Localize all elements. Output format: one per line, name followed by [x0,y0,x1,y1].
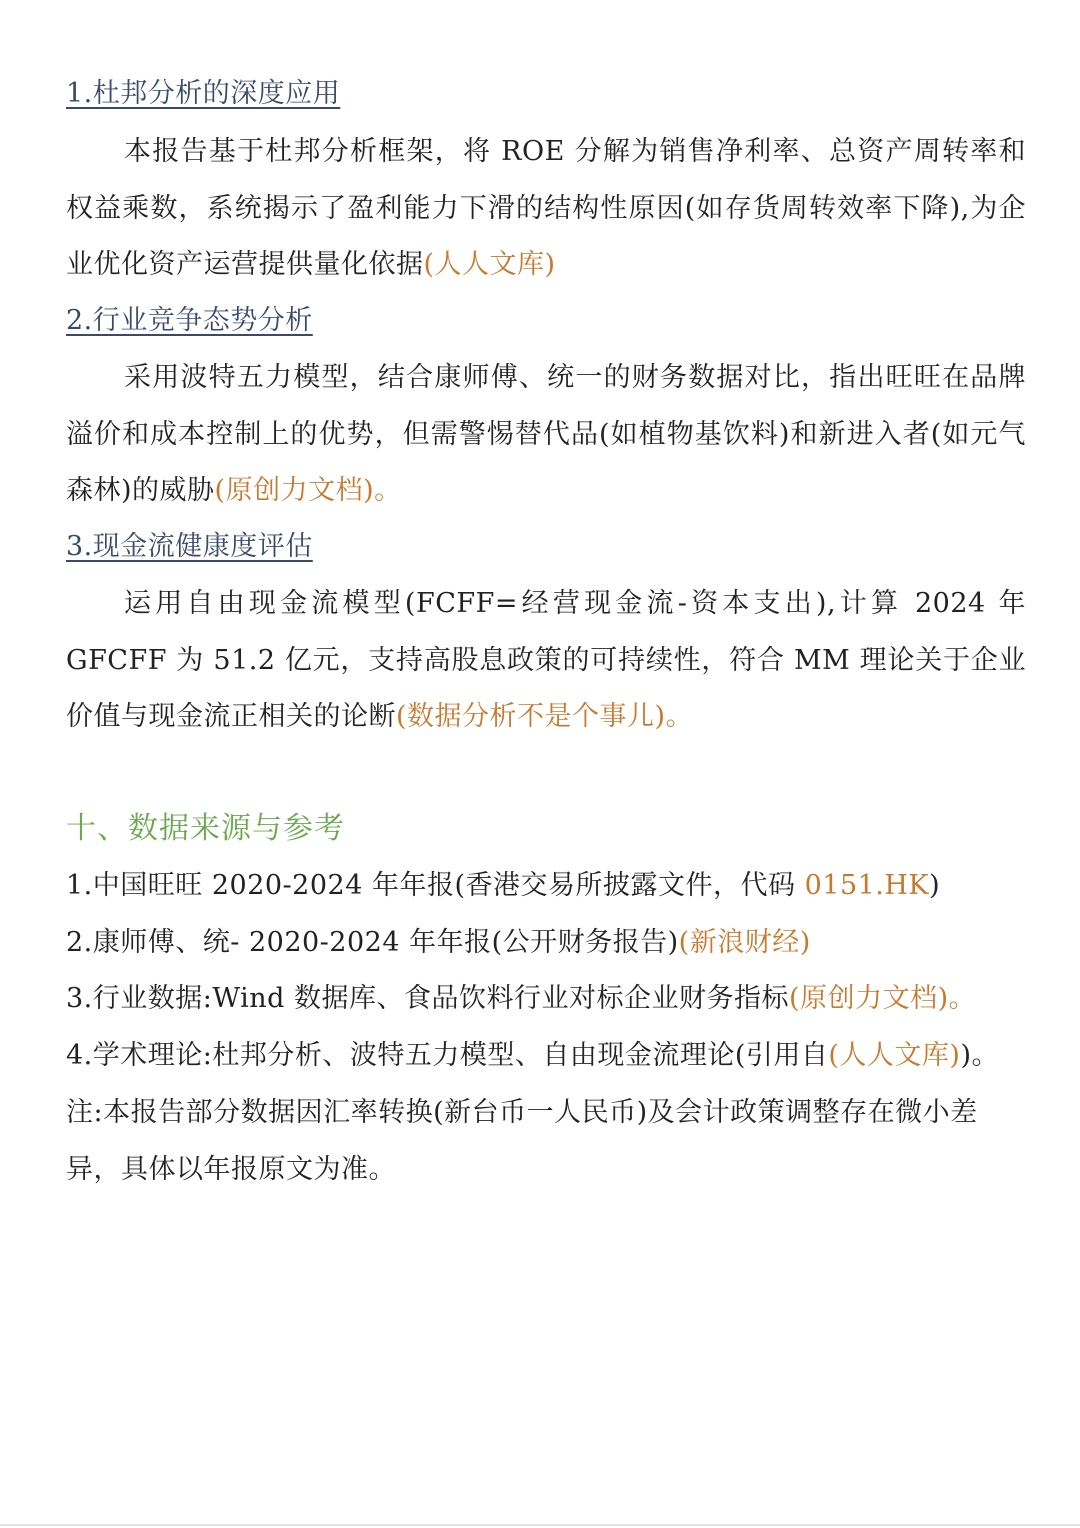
section-body-text: 运用自由现金流模型(FCFF=经营现金流-资本支出),计算 2024 年 GFCFF 为 51.2 亿元，支持高股息政策的可持续性，符合 MM 理论关于企业价值与现金流正相关的论断 [66,588,1026,732]
reference-tail: ) [929,870,941,901]
reference-cite: (原创力文档)。 [789,983,977,1014]
reference-cite: (人人文库) [828,1040,961,1071]
citation-source: (人人文库) [423,249,556,280]
section-heading-text: 3.现金流健康度评估 [66,531,313,562]
section-heading-dupont [66,66,1026,122]
citation-source: (数据分析不是个事儿)。 [396,701,694,732]
section-heading-text: 2.行业竞争态势分析 [66,305,313,336]
section-heading-competition [66,293,1026,349]
reference-text: 3.行业数据:Wind 数据库、食品饮料行业对标企业财务指标 [66,983,790,1014]
references-title [66,801,1026,857]
references-title-text: 十、数据来源与参考 [66,811,345,846]
section-heading-text: 1.杜邦分析的深度应用 [66,78,341,109]
reference-text: 4.学术理论:杜邦分析、波特五力模型、自由现金流理论(引用自 [66,1040,829,1071]
section-body-dupont [66,124,1026,294]
reference-item [66,971,1026,1028]
reference-item [66,1028,1026,1085]
section-body-competition [66,350,1026,520]
reference-tail: )。 [960,1040,1000,1071]
reference-text: 2.康师傅、统- 2020-2024 年年报(公开财务报告) [66,927,679,958]
section-body-text: 本报告基于杜邦分析框架，将 ROE 分解为销售净利率、总资产周转率和权益乘数，系统揭示了盈利能力下滑的结构性原因(如存货周转效率下降),为企业优化资产运营提供量化依据 [66,136,1026,280]
citation-source: (原创力文档)。 [214,475,402,506]
section-heading-cashflow [66,519,1026,575]
reference-cite: (新浪财经) [678,927,811,958]
reference-cite: 0151.HK [804,870,930,901]
reference-text: 1.中国旺旺 2020-2024 年年报(香港交易所披露文件，代码 [66,870,805,901]
references-note-text: 注:本报告部分数据因汇率转换(新台币一人民币)及会计政策调整存在微小差异，具体以年报原文为准。 [66,1097,978,1185]
section-body-text: 采用波特五力模型，结合康师傅、统一的财务数据对比，指出旺旺在品牌溢价和成本控制上的优势，但需警惕替代品(如植物基饮料)和新进入者(如元气森林)的威胁 [66,362,1026,506]
references-note [66,1085,1026,1198]
reference-item [66,858,1026,915]
page-bottom-divider [0,1524,1080,1526]
section-body-cashflow [66,576,1026,746]
reference-item [66,915,1026,972]
